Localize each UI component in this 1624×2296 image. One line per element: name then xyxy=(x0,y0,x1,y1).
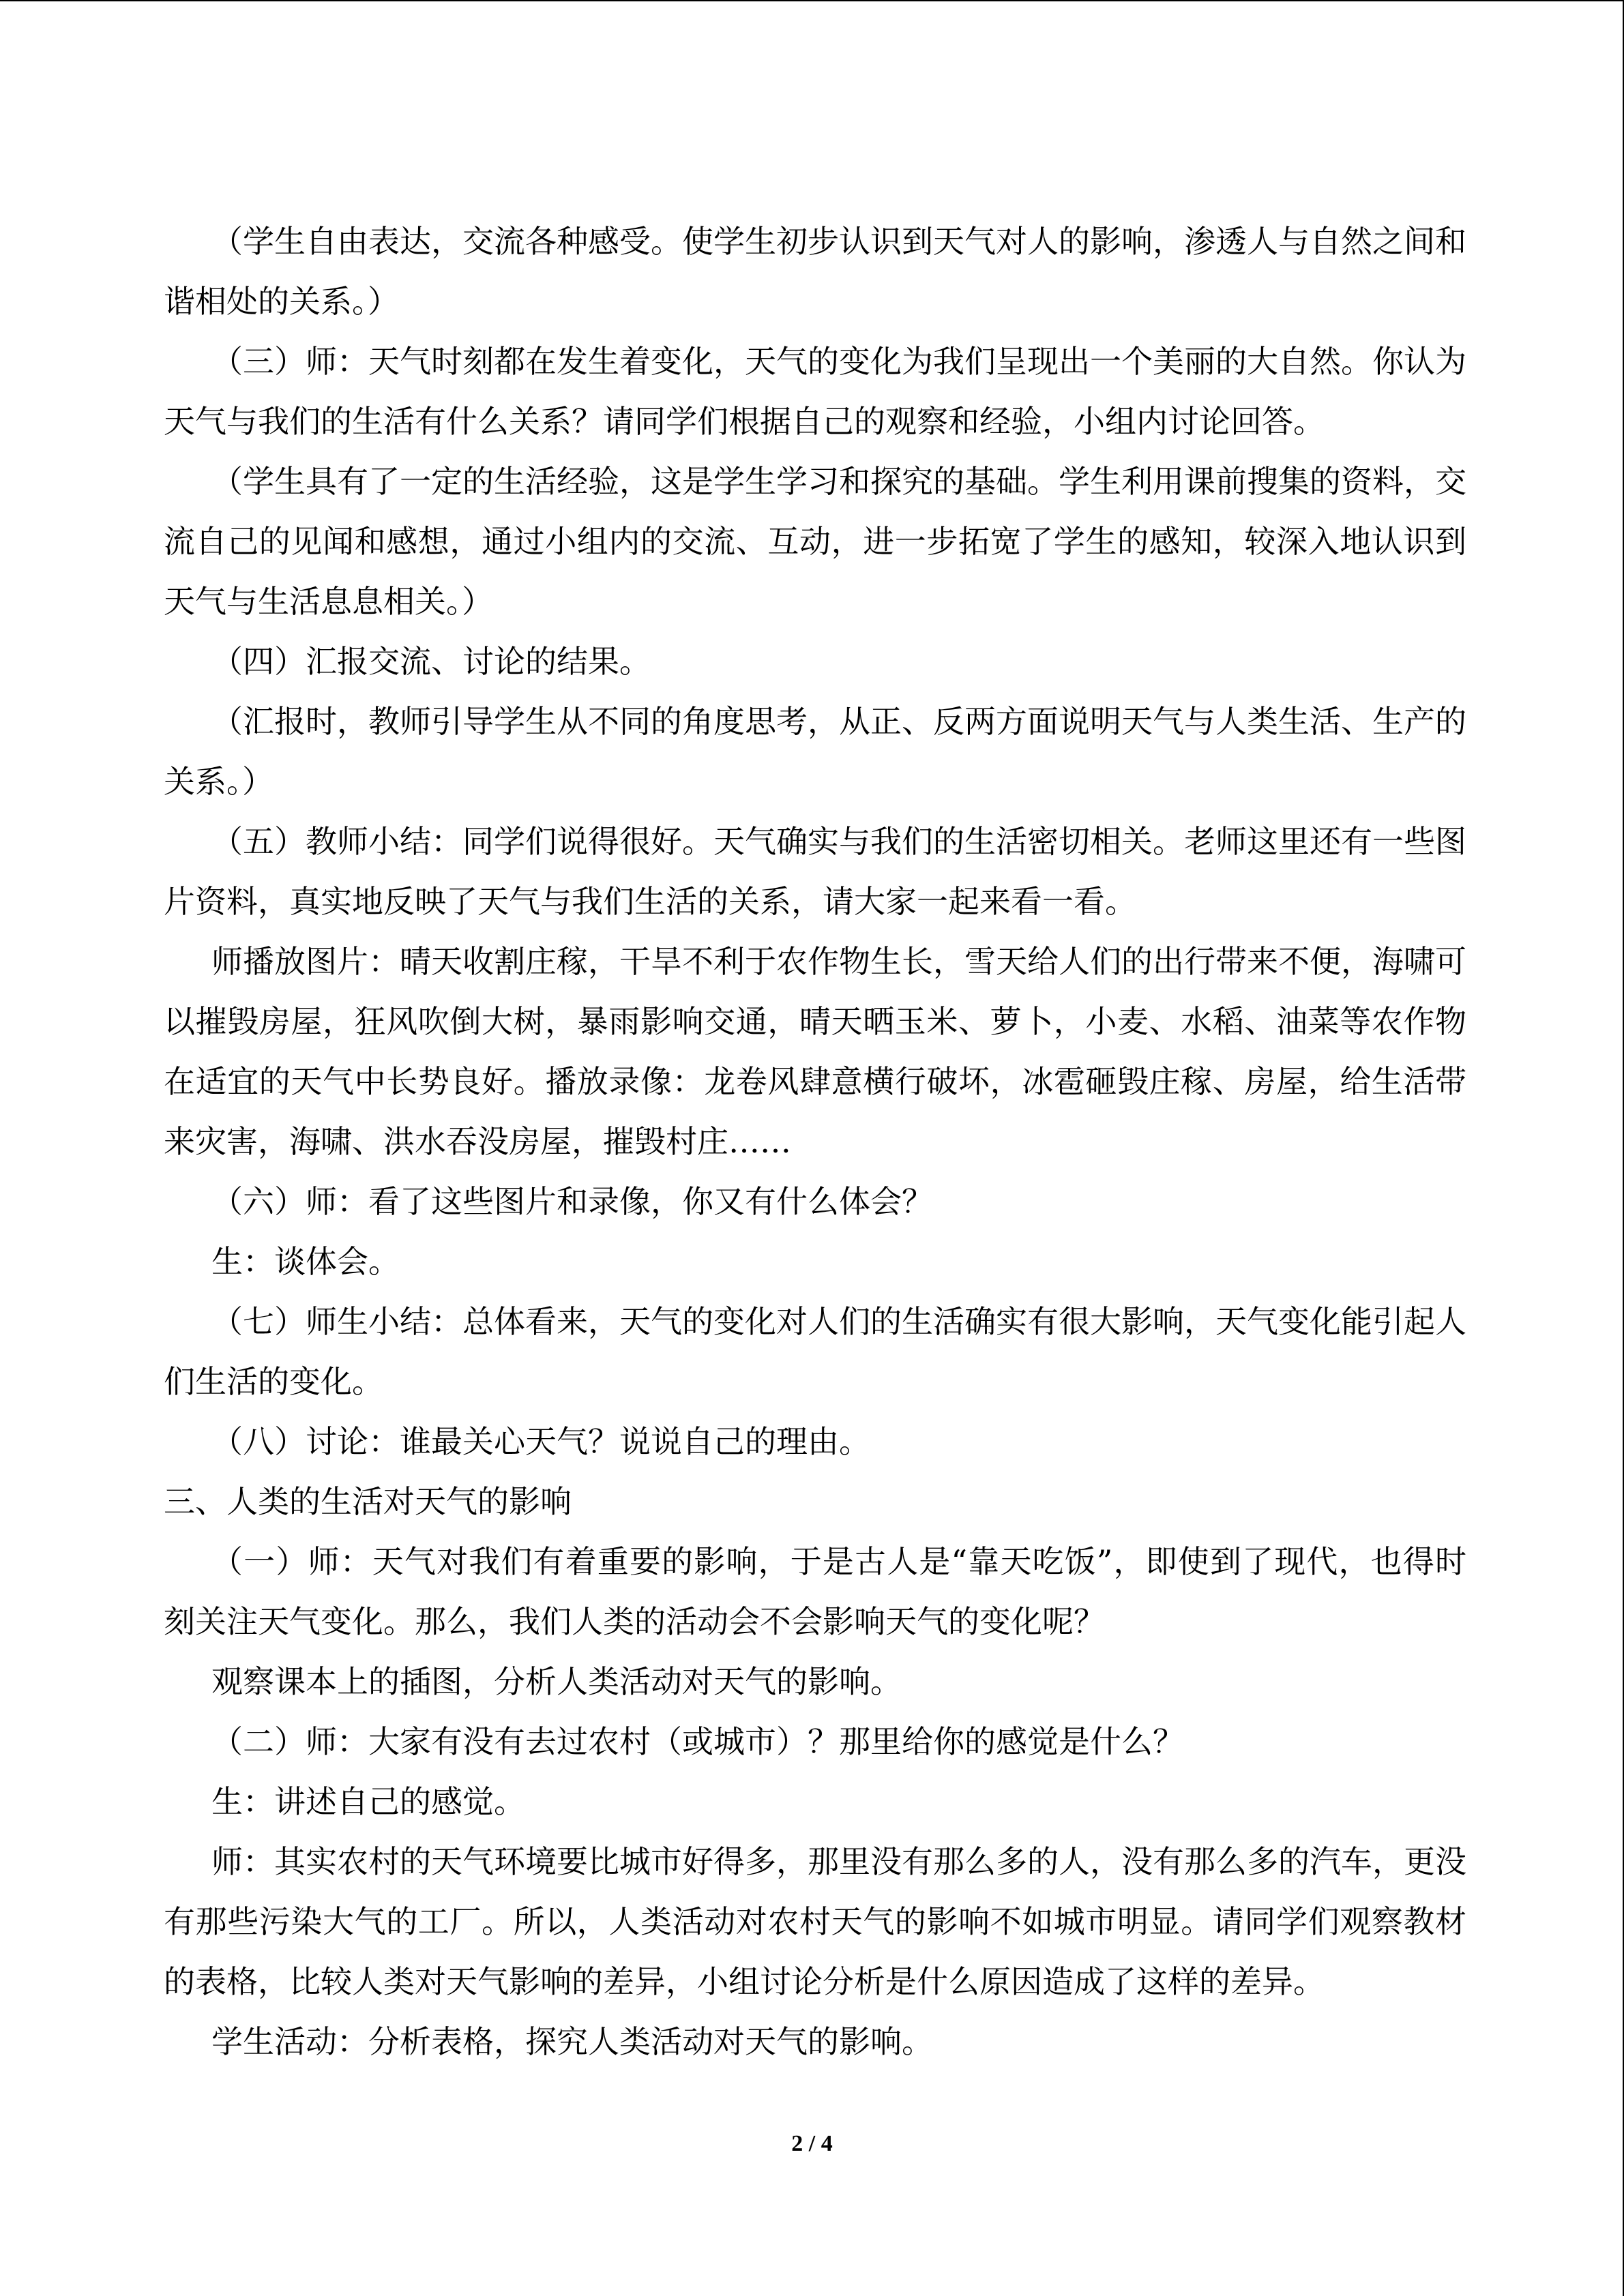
document-body xyxy=(164,211,1466,2072)
paragraph: 观察课本上的插图，分析人类活动对天气的影响。 xyxy=(211,1663,902,1700)
paragraph: （三）师：天气时刻都在发生着变化，天气的变化为我们呈现出一个美丽的大自然。你认为天气与我们的生活有什么关系？请同学们根据自己的观察和经验，小组内讨论回答。 xyxy=(164,343,1466,440)
paragraph: （学生自由表达，交流各种感受。使学生初步认识到天气对人的影响，渗透人与自然之间和谐相处的关系。） xyxy=(164,223,1466,320)
paragraph: 师播放图片：晴天收割庄稼，干旱不利于农作物生长，雪天给人们的出行带来不便，海啸可以摧毁房屋，狂风吹倒大树，暴雨影响交通，晴天晒玉米、萝卜，小麦、水稻、油菜等农作物在适宜的天气中长势良好。播放录像：龙卷风肆意横行破坏，冰雹砸毁庄稼、房屋，给生活带来灾害，海啸、洪水吞没房屋，摧毁村庄…… xyxy=(164,943,1466,1160)
paragraph: （八）讨论：谁最关心天气？说说自己的理由。 xyxy=(211,1423,870,1460)
paragraph: （五）教师小结：同学们说得很好。天气确实与我们的生活密切相关。老师这里还有一些图片资料，真实地反映了天气与我们生活的关系，请大家一起来看一看。 xyxy=(164,823,1466,920)
page-top-edge xyxy=(0,0,1624,1)
paragraph: （七）师生小结：总体看来，天气的变化对人们的生活确实有很大影响，天气变化能引起人们生活的变化。 xyxy=(164,1303,1466,1400)
paragraph: （二）师：大家有没有去过农村（或城市）？那里给你的感觉是什么？ xyxy=(211,1723,1184,1760)
paragraph: （学生具有了一定的生活经验，这是学生学习和探究的基础。学生利用课前搜集的资料，交流自己的见闻和感想，通过小组内的交流、互动，进一步拓宽了学生的感知，较深入地认识到天气与生活息息相关。） xyxy=(164,463,1466,620)
paragraph: （四）汇报交流、讨论的结果。 xyxy=(211,643,651,680)
section-heading: 三、人类的生活对天气的影响 xyxy=(164,1483,572,1520)
paragraph: （汇报时，教师引导学生从不同的角度思考，从正、反两方面说明天气与人类生活、生产的关系。） xyxy=(164,703,1466,800)
paragraph: （一）师：天气对我们有着重要的影响，于是古人是“靠天吃饭”，即使到了现代，也得时刻关注天气变化。那么，我们人类的活动会不会影响天气的变化呢？ xyxy=(164,1543,1466,1640)
paragraph: 生：谈体会。 xyxy=(211,1243,400,1280)
page-number: 2 / 4 xyxy=(791,2131,833,2156)
paragraph: 学生活动：分析表格，探究人类活动对天气的影响。 xyxy=(211,2023,933,2060)
paragraph: （六）师：看了这些图片和录像，你又有什么体会？ xyxy=(211,1183,933,1220)
paragraph: 生：讲述自己的感觉。 xyxy=(211,1783,525,1820)
paragraph: 师：其实农村的天气环境要比城市好得多，那里没有那么多的人，没有那么多的汽车，更没有那些污染大气的工厂。所以，人类活动对农村天气的影响不如城市明显。请同学们观察教材的表格，比较人类对天气影响的差异，小组讨论分析是什么原因造成了这样的差异。 xyxy=(164,1843,1466,2000)
